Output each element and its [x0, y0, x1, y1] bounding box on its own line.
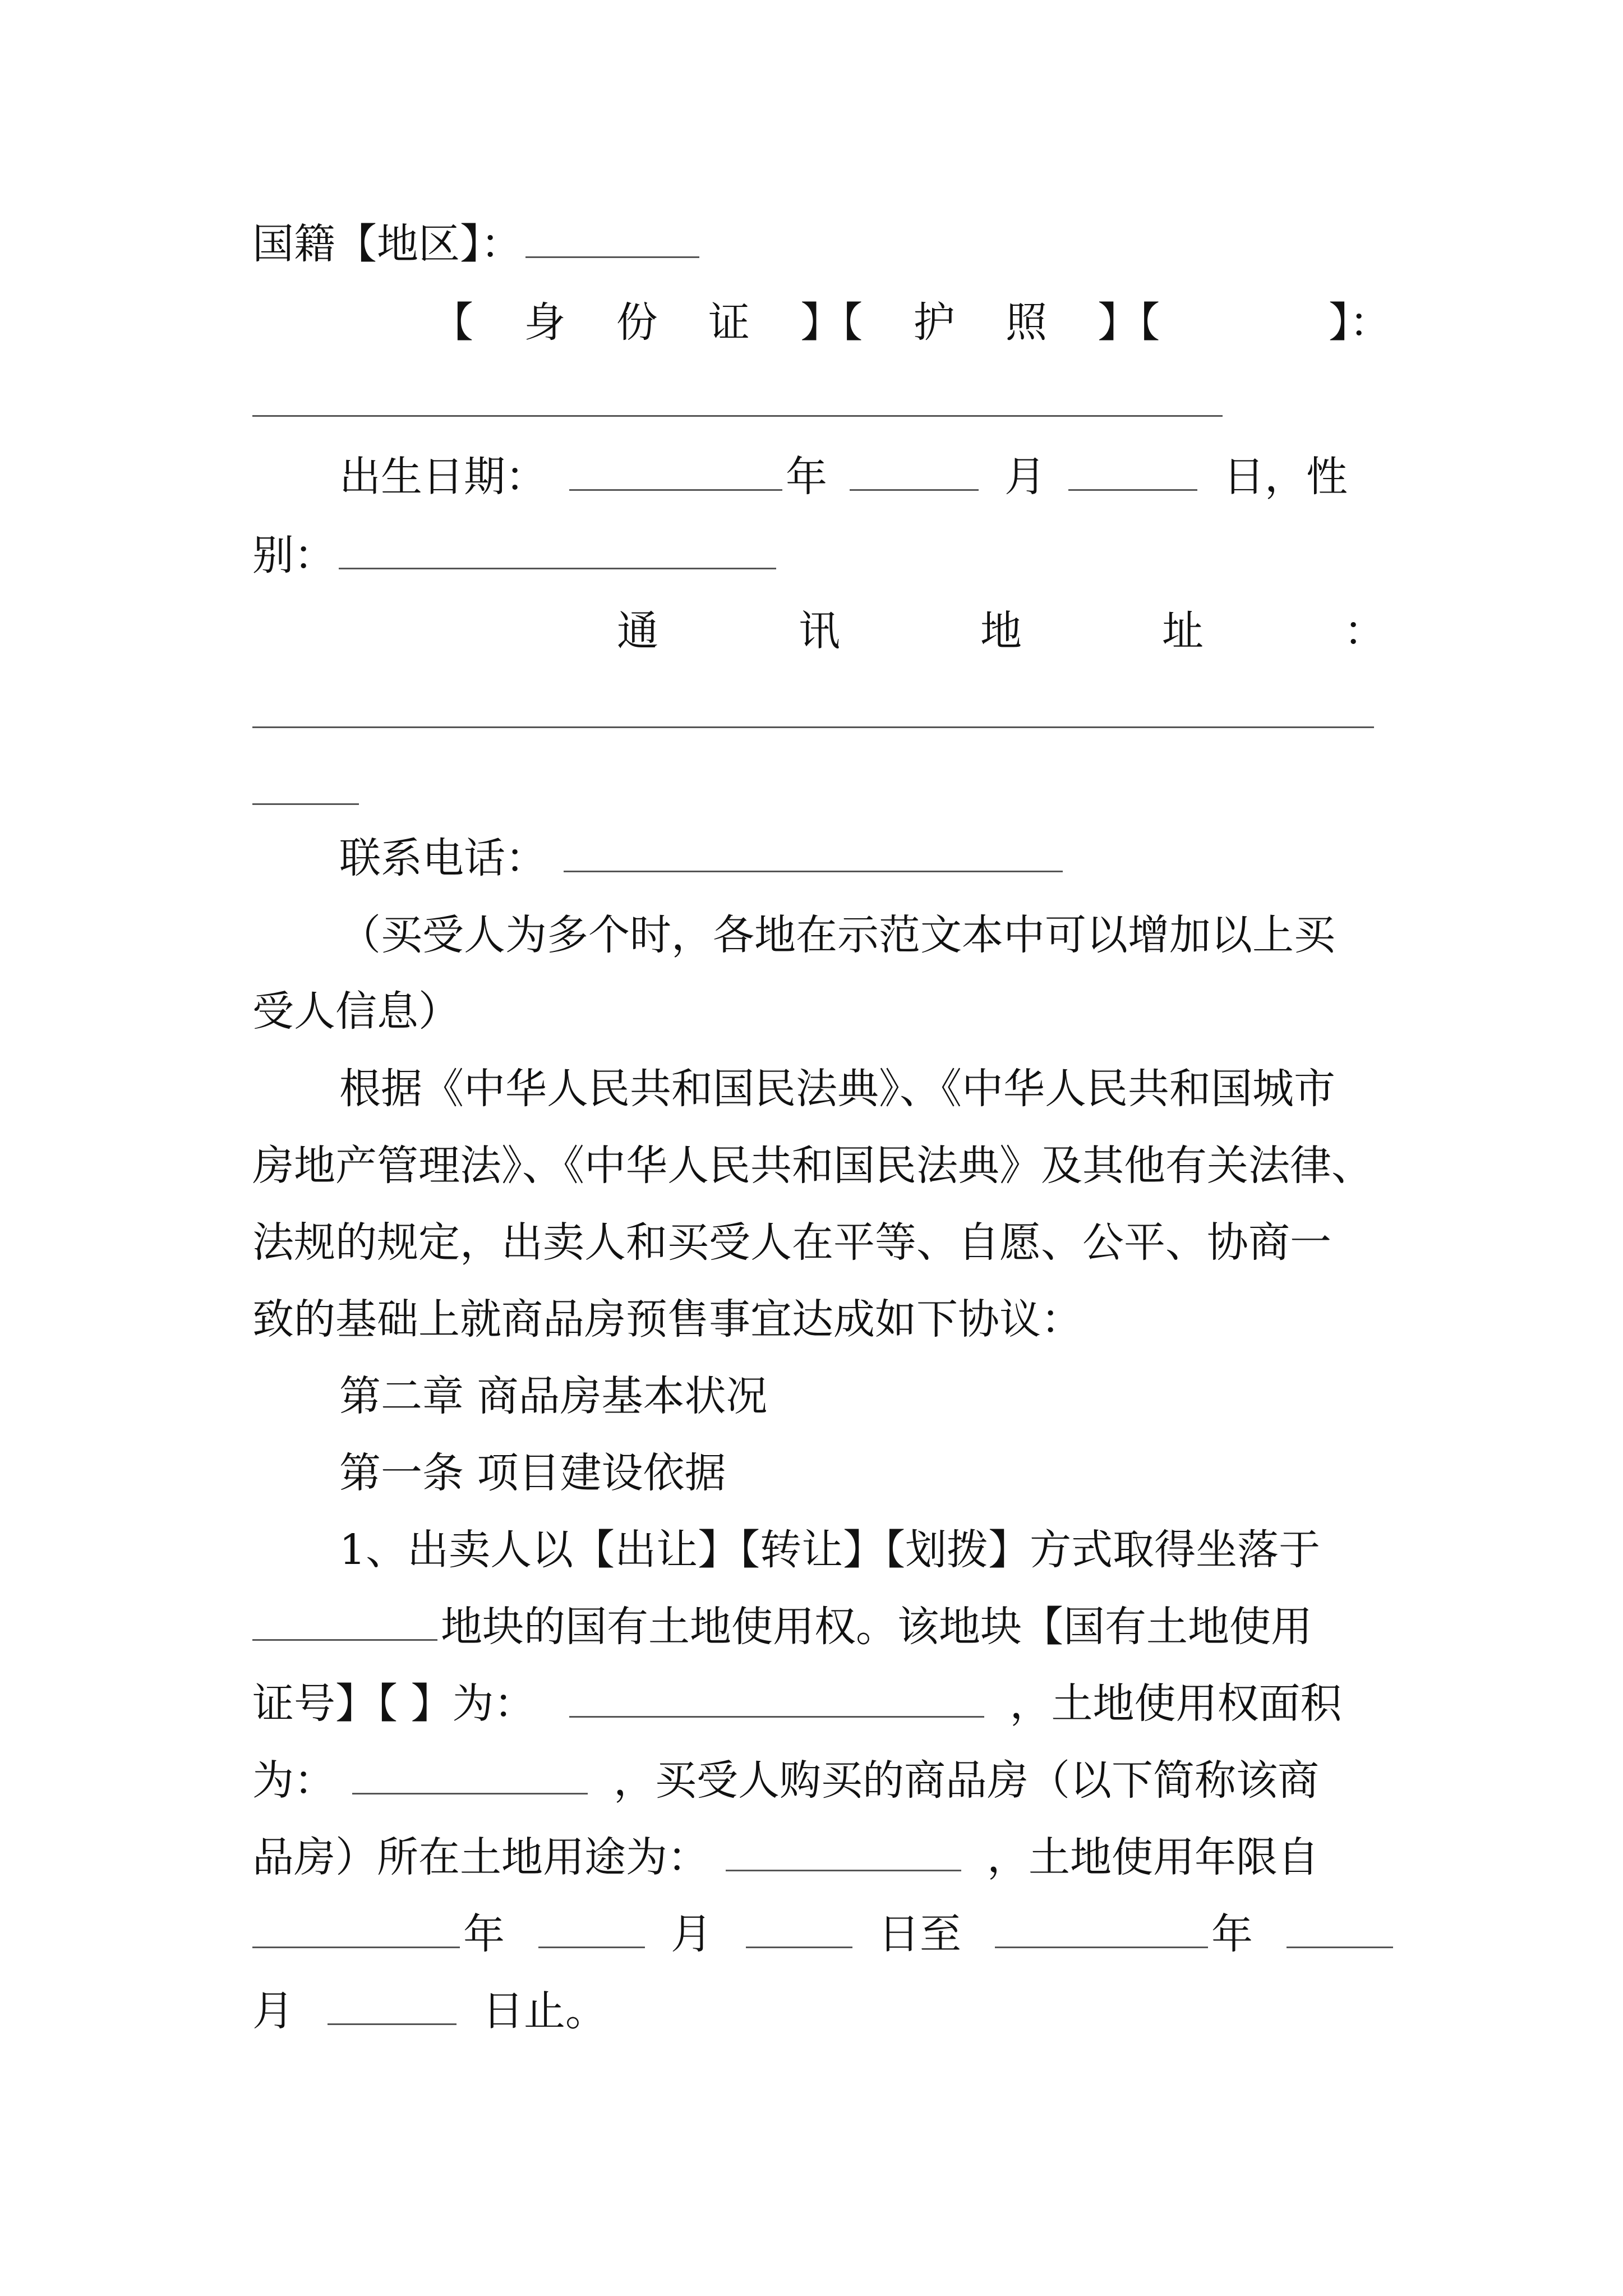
id-number-blank: [252, 415, 1223, 417]
address-char-3: 地: [980, 607, 1022, 655]
term-end-month-label: 月: [252, 1987, 294, 2035]
para2-line-2: [252, 1596, 1391, 1658]
term-start-year-blank: [252, 1907, 460, 1948]
address-blank-2: [252, 803, 359, 805]
passport-char-2: 照: [1005, 298, 1047, 347]
birth-month-blank: [850, 450, 979, 491]
para2-line-5: [252, 1826, 1391, 1888]
note-line-1: （买受人为多个时，各地在示范文本中可以增加以上买: [339, 911, 1335, 959]
nationality-blank: [525, 217, 699, 258]
para2-line-4-text: ，买受人购买的商品房（以下简称该商: [614, 1756, 1319, 1805]
area-label: 为：: [252, 1756, 335, 1805]
para2-line-4: [252, 1750, 1391, 1811]
land-area-label: ，土地使用权面积: [1009, 1680, 1342, 1728]
para2-line-2-text: 地块的国有土地使用权。该地块【国有土地使用: [441, 1603, 1312, 1651]
passport-char-1: 护: [913, 298, 955, 347]
address-char-5: ：: [1344, 607, 1385, 655]
id-char-2: 份: [616, 298, 658, 347]
para1-line-2: 房地产管理法》、《中华人民共和国民法典》及其他有关法律、: [252, 1142, 1373, 1190]
term-start-month-blank: [538, 1907, 645, 1948]
birth-day-blank: [1068, 450, 1197, 491]
parcel-blank: [252, 1600, 437, 1641]
other-close-bracket: 】：: [1328, 298, 1391, 347]
birth-year-label: 年: [786, 453, 827, 501]
id-char-3: 证: [708, 298, 750, 347]
phone-label: 联系电话：: [339, 834, 547, 882]
term-end-day-blank: [328, 1984, 457, 2025]
id-char-1: 身: [524, 298, 566, 347]
term-end-year-blank: [995, 1907, 1208, 1948]
gender-label: 别：: [252, 531, 335, 579]
birth-label: 出生日期：: [339, 453, 547, 501]
birth-line: [339, 446, 1391, 508]
para2-line-1: 1、出卖人以【出让】【转让】【划拨】方式取得坐落于: [339, 1526, 1321, 1574]
address-char-1: 通: [617, 607, 658, 655]
address-char-4: 址: [1162, 607, 1204, 655]
certificate-blank: [569, 1677, 984, 1718]
id-type-line: [432, 292, 1391, 353]
term-end-year-label: 年: [1211, 1910, 1253, 1958]
term-start-year-label: 年: [463, 1910, 505, 1958]
area-blank: [352, 1754, 588, 1795]
birth-year-blank: [569, 450, 782, 491]
address-char-2: 讯: [799, 607, 840, 655]
nationality-line: [252, 213, 1391, 275]
other-open-bracket: 】【: [1098, 298, 1160, 347]
land-term-label: ，土地使用年限自: [987, 1833, 1319, 1881]
para1-line-1: 根据《中华人民共和国民法典》、《中华人民共和国城市: [339, 1065, 1335, 1113]
id-close-bracket: 】【: [800, 298, 863, 347]
nationality-label: 国籍【地区】：: [252, 220, 522, 268]
birth-day-gender-label: 日，性: [1223, 453, 1348, 501]
para1-line-3: 法规的规定，出卖人和买受人在平等、自愿、公平、协商一: [252, 1218, 1331, 1267]
term-start-day-label: 日至: [878, 1910, 961, 1958]
gender-blank: [339, 528, 776, 569]
phone-blank: [564, 831, 1063, 872]
certificate-label: 证号】【 】为：: [252, 1680, 536, 1728]
para2-line-6: [252, 1903, 1391, 1965]
term-end-month-blank: [1287, 1907, 1393, 1948]
article-heading: 第一条 项目建设依据: [339, 1449, 726, 1497]
address-line: [617, 600, 1385, 662]
chapter-heading: 第二章 商品房基本状况: [339, 1372, 768, 1420]
land-use-blank: [726, 1830, 961, 1871]
note-line-2: 受人信息）: [252, 987, 460, 1036]
phone-line: [339, 827, 1391, 889]
term-start-month-label: 月: [671, 1910, 712, 1958]
term-end-label: 日止。: [482, 1987, 607, 2035]
address-blank-1: [252, 726, 1374, 728]
para2-line-7: [252, 1980, 1391, 2042]
term-start-day-blank: [746, 1907, 852, 1948]
id-open-bracket: 【: [432, 298, 473, 347]
land-use-label: 品房）所在土地用途为：: [252, 1833, 709, 1881]
birth-month-label: 月: [1004, 453, 1046, 501]
para2-line-3: [252, 1673, 1391, 1734]
para1-line-4: 致的基础上就商品房预售事宜达成如下协议：: [252, 1295, 1082, 1343]
gender-line: [252, 524, 1391, 586]
